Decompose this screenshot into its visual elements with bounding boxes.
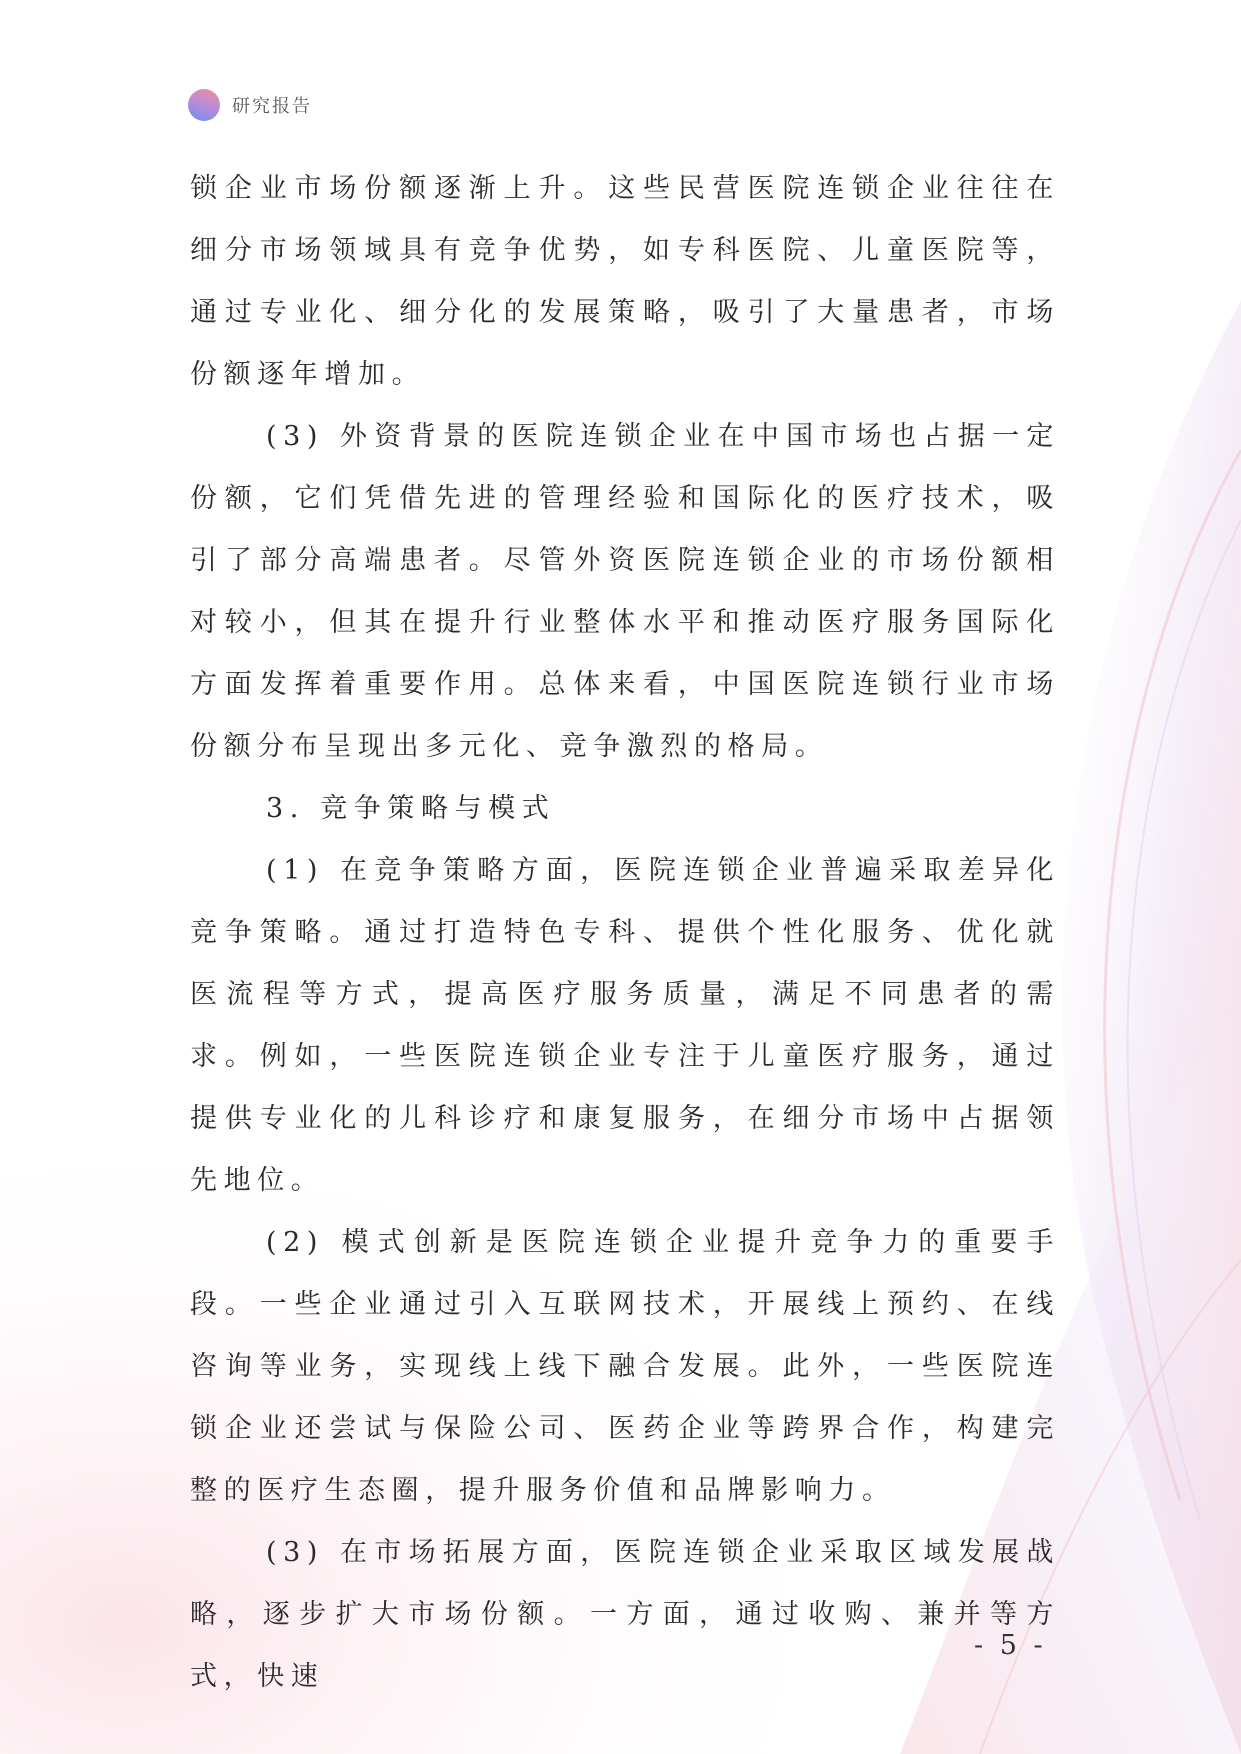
header-title: 研究报告 [232,96,312,117]
paragraph: (3) 在市场拓展方面，医院连锁企业采取区域发展战略，逐步扩大市场份额。一方面，通过收购、兼并等方式，快速 [190,1537,1060,1692]
page-number: - 5 - [974,1630,1047,1661]
paragraph: (1) 在竞争策略方面，医院连锁企业普遍采取差异化竞争策略。通过打造特色专科、提供个性化服务、优化就医流程等方式，提高医疗服务质量，满足不同患者的需求。例如，一些医院连锁企业专注于儿童医疗服务，通过提供专业化的儿科诊疗和康复服务，在细分市场中占据领先地位。 [190,855,1060,1196]
page-header [188,88,312,122]
paragraph: (3) 外资背景的医院连锁企业在中国市场也占据一定份额，它们凭借先进的管理经验和国际化的医疗技术，吸引了部分高端患者。尽管外资医院连锁企业的市场份额相对较小，但其在提升行业整体水平和推动医疗服务国际化方面发挥着重要作用。总体来看，中国医院连锁行业市场份额分布呈现出多元化、竞争激烈的格局。 [190,421,1060,762]
logo-circle-icon [188,89,220,121]
paragraph: (2) 模式创新是医院连锁企业提升竞争力的重要手段。一些企业通过引入互联网技术，开展线上预约、在线咨询等业务，实现线上线下融合发展。此外，一些医院连锁企业还尝试与保险公司、医药企业等跨界合作，构建完整的医疗生态圈，提升服务价值和品牌影响力。 [190,1227,1060,1506]
paragraph: 锁企业市场份额逐渐上升。这些民营医院连锁企业往往在细分市场领域具有竞争优势，如专科医院、儿童医院等，通过专业化、细分化的发展策略，吸引了大量患者，市场份额逐年增加。 [190,173,1060,390]
section-heading: 3. 竞争策略与模式 [266,793,556,824]
document-body [190,158,1060,1708]
